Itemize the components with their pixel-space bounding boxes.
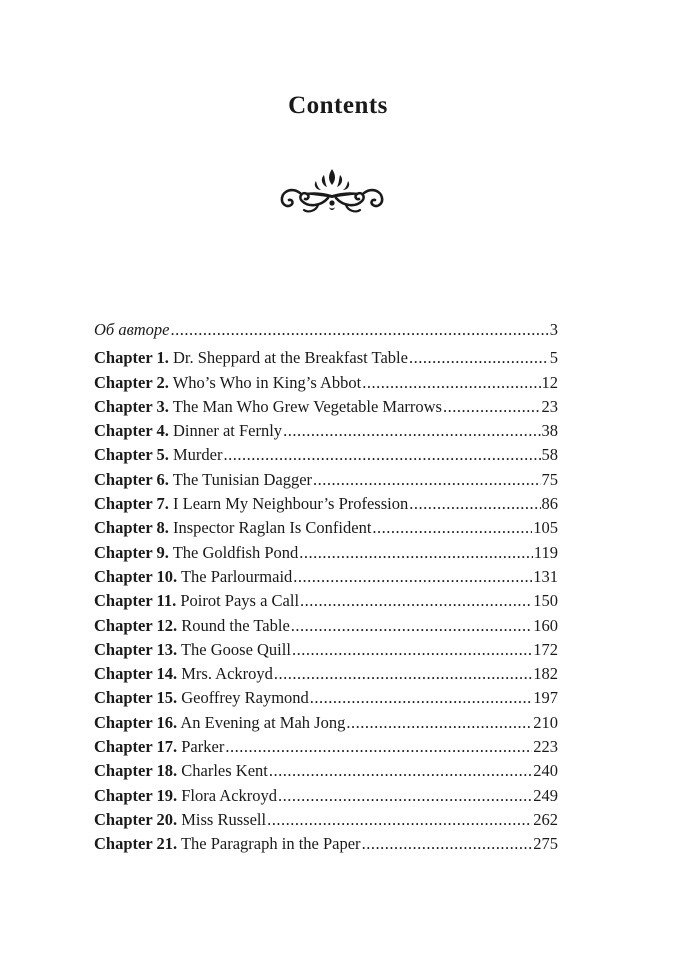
toc-leader-dots [293, 565, 532, 589]
toc-leader-dots [443, 395, 541, 419]
toc-entry[interactable] [94, 371, 558, 395]
toc-chapter-title: Murder [173, 445, 223, 465]
toc-entry[interactable] [94, 419, 558, 443]
toc-entry-label [94, 759, 268, 783]
toc-entry-label [94, 346, 408, 370]
toc-chapter-title: The Man Who Grew Vegetable Marrows [172, 396, 442, 416]
toc-chapter-number: Chapter 3. [94, 396, 169, 416]
toc-chapter-title: The Tunisian Dagger [172, 469, 313, 489]
toc-leader-dots [299, 541, 533, 565]
toc-chapter-number: Chapter 19. [94, 785, 178, 805]
toc-entry-label [94, 686, 309, 710]
toc-entry-label [94, 614, 290, 638]
toc-chapter-number: Chapter 20. [94, 809, 178, 829]
toc-chapter-title: Inspector Raglan Is Confident [173, 518, 372, 538]
toc-chapter-title: Charles Kent [181, 761, 268, 781]
page-title: Contents [288, 92, 388, 119]
toc-page-number: 275 [533, 834, 558, 854]
toc-entry-label [94, 808, 266, 832]
toc-chapter-number: Chapter 17. [94, 737, 178, 757]
toc-page-number: 105 [533, 518, 558, 538]
toc-page-number: 197 [533, 688, 558, 708]
toc-entry-label [94, 395, 442, 419]
toc-chapter-title: The Goldfish Pond [172, 542, 299, 562]
toc-entry-label [94, 711, 345, 735]
toc-page-number: 38 [541, 421, 558, 441]
toc-entry[interactable] [94, 686, 558, 710]
toc-chapter-number: Chapter 21. [94, 834, 178, 854]
toc-entry[interactable] [94, 832, 558, 856]
toc-chapter-title: Poirot Pays a Call [180, 591, 300, 611]
toc-entry-label [94, 492, 408, 516]
toc-entry-label [94, 589, 299, 613]
toc-entry-title: Об авторе [94, 320, 170, 339]
toc-leader-dots [313, 468, 540, 492]
toc-leader-dots [292, 638, 532, 662]
toc-page-number: 150 [533, 591, 558, 611]
toc-leader-dots [225, 735, 532, 759]
toc-chapter-title: Dr. Sheppard at the Breakfast Table [173, 348, 408, 368]
toc-page-number: 182 [533, 664, 558, 684]
toc-entry[interactable] [94, 565, 558, 589]
fleuron-ornament-icon [278, 167, 386, 215]
toc-chapter-number: Chapter 12. [94, 615, 178, 635]
toc-chapter-number: Chapter 2. [94, 372, 169, 392]
toc-chapter-number: Chapter 5. [94, 445, 169, 465]
toc-page-number: 23 [541, 396, 558, 416]
toc-page-number: 160 [533, 615, 558, 635]
toc-leader-dots [310, 686, 532, 710]
toc-page-number: 240 [533, 761, 558, 781]
toc-entry[interactable] [94, 589, 558, 613]
toc-page-number: 249 [533, 785, 558, 805]
toc-entry-label [94, 541, 298, 565]
toc-chapter-title: Dinner at Fernly [173, 421, 283, 441]
toc-chapter-number: Chapter 8. [94, 518, 169, 538]
toc-chapter-title: I Learn My Neighbour’s Profession [173, 494, 409, 514]
toc-chapter-title: The Parlourmaid [180, 566, 293, 586]
toc-chapter-title: Mrs. Ackroyd [181, 664, 273, 684]
toc-entry-label [94, 468, 312, 492]
toc-entry[interactable] [94, 759, 558, 783]
toc-leader-dots [283, 419, 540, 443]
toc-chapter-number: Chapter 13. [94, 639, 178, 659]
toc-chapter-title: Geoffrey Raymond [181, 688, 309, 708]
toc-leader-dots [267, 808, 532, 832]
toc-entry[interactable] [94, 784, 558, 808]
toc-entry[interactable] [94, 614, 558, 638]
toc-chapter-title: Flora Ackroyd [181, 785, 278, 805]
toc-entry-label [94, 516, 371, 540]
toc-entry[interactable] [94, 711, 558, 735]
toc-chapter-number: Chapter 4. [94, 421, 169, 441]
toc-entry[interactable] [94, 808, 558, 832]
toc-page-number: 3 [549, 320, 558, 339]
toc-chapter-number: Chapter 10. [94, 566, 178, 586]
toc-page-number: 172 [533, 639, 558, 659]
toc-leader-dots [291, 614, 532, 638]
toc-leader-dots [223, 443, 540, 467]
toc-leader-dots [409, 346, 549, 370]
toc-page-number: 210 [533, 712, 558, 732]
toc-entry-label [94, 371, 361, 395]
toc-entry-label [94, 419, 282, 443]
toc-leader-dots [171, 318, 549, 342]
toc-chapter-number: Chapter 11. [94, 591, 177, 611]
toc-entry-label [94, 784, 277, 808]
toc-leader-dots [278, 784, 532, 808]
toc-entry[interactable] [94, 492, 558, 516]
toc-entry[interactable] [94, 395, 558, 419]
toc-entry-about-author[interactable] [94, 318, 558, 342]
toc-entry[interactable] [94, 638, 558, 662]
toc-chapter-title: The Paragraph in the Paper [180, 834, 361, 854]
toc-entry[interactable] [94, 516, 558, 540]
toc-chapter-title: The Goose Quill [180, 639, 291, 659]
toc-leader-dots [269, 759, 532, 783]
toc-entry[interactable] [94, 541, 558, 565]
toc-chapter-number: Chapter 7. [94, 494, 169, 514]
toc-page-number: 58 [541, 445, 558, 465]
toc-leader-dots [362, 371, 540, 395]
toc-chapter-number: Chapter 18. [94, 761, 178, 781]
toc-chapter-number: Chapter 6. [94, 469, 169, 489]
toc-chapter-number: Chapter 14. [94, 664, 178, 684]
toc-entry[interactable] [94, 346, 558, 370]
toc-chapter-number: Chapter 1. [94, 348, 169, 368]
toc-chapter-title: Round the Table [181, 615, 290, 635]
toc-page-number: 223 [533, 737, 558, 757]
toc-entry[interactable] [94, 662, 558, 686]
toc-entry-label [94, 662, 273, 686]
table-of-contents [94, 318, 558, 857]
toc-chapter-title: Who’s Who in King’s Abbot [172, 372, 362, 392]
toc-leader-dots [300, 589, 532, 613]
toc-entry-label [94, 832, 361, 856]
toc-page-number: 75 [541, 469, 558, 489]
toc-chapter-number: Chapter 9. [94, 542, 169, 562]
toc-leader-dots [372, 516, 532, 540]
toc-entry-label [94, 735, 224, 759]
toc-leader-dots [362, 832, 533, 856]
toc-leader-dots [346, 711, 532, 735]
toc-page-number: 262 [533, 809, 558, 829]
toc-entry[interactable] [94, 735, 558, 759]
toc-chapter-title: Miss Russell [181, 809, 267, 829]
toc-chapter-number: Chapter 15. [94, 688, 178, 708]
toc-entry-label [94, 565, 292, 589]
toc-page-number: 119 [533, 542, 558, 562]
toc-page-number: 131 [533, 566, 558, 586]
toc-chapter-title: An Evening at Mah Jong [180, 712, 346, 732]
toc-chapter-number: Chapter 16. [94, 712, 178, 732]
toc-entry[interactable] [94, 468, 558, 492]
toc-page-number: 86 [541, 494, 558, 514]
toc-leader-dots [274, 662, 532, 686]
toc-entry[interactable] [94, 443, 558, 467]
toc-entry-label [94, 638, 291, 662]
toc-entry-label [94, 443, 222, 467]
toc-page-number: 5 [549, 348, 558, 368]
toc-leader-dots [409, 492, 540, 516]
toc-chapter-title: Parker [181, 737, 225, 757]
toc-page-number: 12 [541, 372, 558, 392]
